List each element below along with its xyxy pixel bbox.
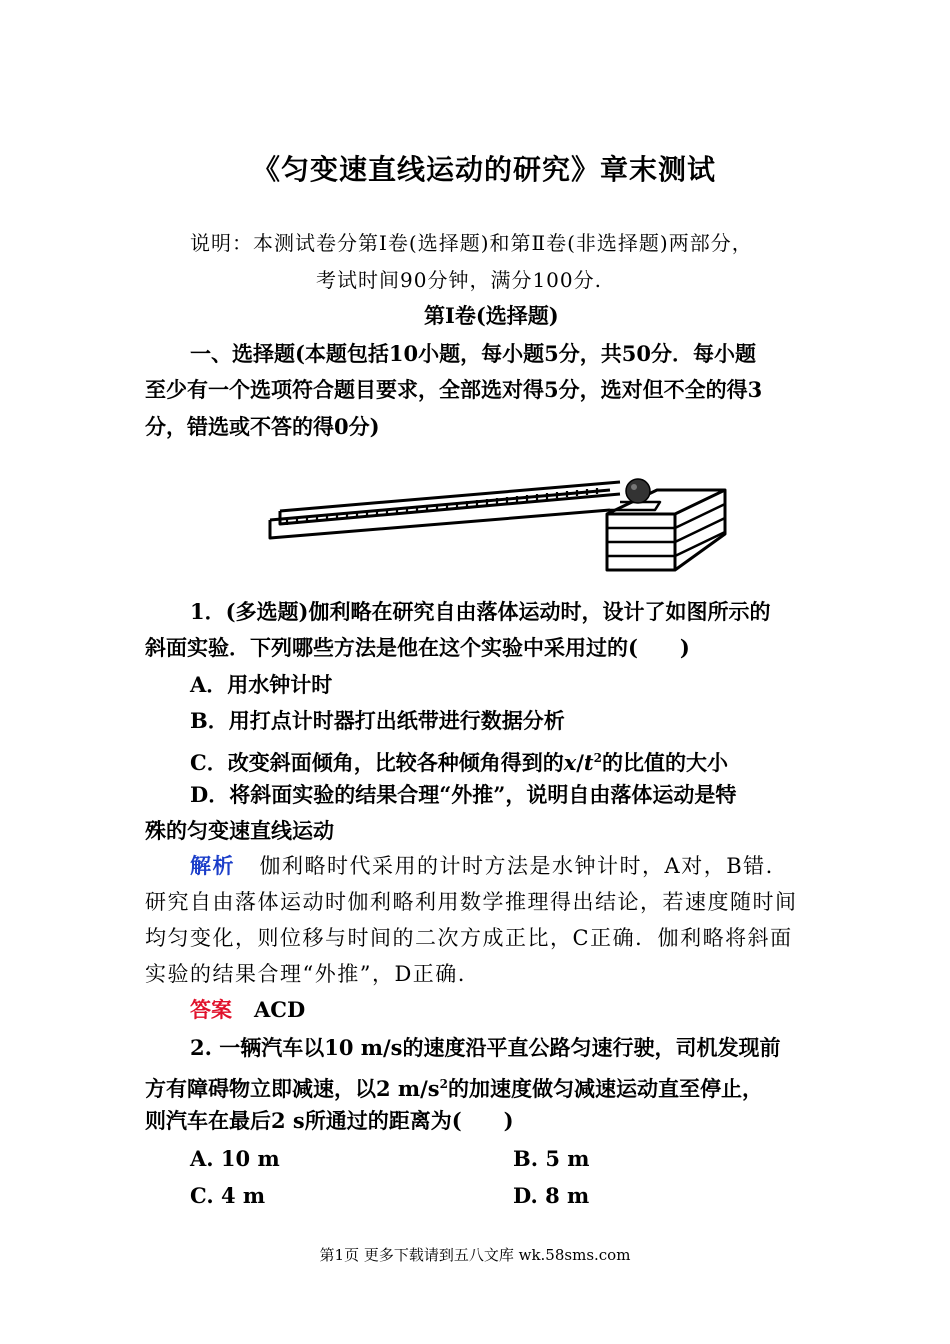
q1-answer (190, 995, 305, 1025)
q1-stem-line-1: 1．(多选题)伽利略在研究自由落体运动时，设计了如图所示的 (190, 599, 771, 624)
q2-option-a: A. 10 m (190, 1146, 280, 1171)
q2-stem-line-2 (145, 1069, 763, 1104)
q2-stem-line-1: 2. 一辆汽车以10 m/s的速度沿平直公路匀速行驶，司机发现前 (190, 1035, 781, 1060)
q1-analysis-line-3: 均匀变化，则位移与时间的二次方成正比，C正确．伽利略将斜面 (145, 926, 793, 950)
answer-value: ACD (253, 997, 306, 1022)
q2-stem-line-2-pre: 方有障碍物立即减速，以2 m/s (145, 1076, 440, 1101)
q1-analysis-line-2: 研究自由落体运动时伽利略利用数学推理得出结论，若速度随时间 (145, 890, 798, 914)
q1-analysis-line-4: 实验的结果合理“外推”，D正确. (145, 962, 466, 986)
q1-option-c-slash: / (576, 750, 584, 775)
note-line-2: 考试时间90分钟，满分100分. (316, 268, 602, 292)
q1-option-c-sup: 2 (593, 751, 602, 765)
page-footer: 第1页 更多下载请到五八文库 wk.58sms.com (319, 1246, 631, 1264)
q2-stem-line-2-sup: 2 (439, 1077, 448, 1091)
q1-option-b: B．用打点计时器打出纸带进行数据分析 (190, 708, 565, 733)
answer-label: 答案 (190, 997, 232, 1022)
q1-option-c-x: x (563, 750, 577, 775)
analysis-text-1: 伽利略时代采用的计时方法是水钟计时，A对，B错. (259, 854, 774, 878)
note-line-1: 说明：本测试卷分第Ⅰ卷(选择题)和第Ⅱ卷(非选择题)两部分， (190, 231, 753, 255)
q2-option-b: B. 5 m (513, 1146, 590, 1171)
section-title: 第Ⅰ卷(选择题) (424, 303, 559, 328)
q1-option-c (190, 743, 728, 778)
q1-option-c-post: 的比值的大小 (601, 750, 728, 775)
instructions-line-2: 至少有一个选项符合题目要求，全部选对得5分，选对但不全的得3 (145, 377, 763, 402)
q2-option-c: C. 4 m (190, 1183, 266, 1208)
q2-stem-line-3: 则汽车在最后2 s所通过的距离为( ) (145, 1108, 514, 1133)
q1-stem-line-2: 斜面实验．下列哪些方法是他在这个实验中采用过的( ) (145, 635, 690, 660)
analysis-label: 解析 (190, 853, 235, 878)
q1-option-c-t: t (583, 750, 594, 775)
page-title: 《匀变速直线运动的研究》章末测试 (252, 153, 717, 186)
q1-option-d-line-1: D．将斜面实验的结果合理“外推”，说明自由落体运动是特 (190, 782, 737, 807)
inclined-plane-figure (265, 472, 735, 582)
q1-option-a: A．用水钟计时 (190, 672, 333, 697)
instructions-line-1: 一、选择题(本题包括10小题，每小题5分，共50分．每小题 (190, 341, 756, 366)
ball-icon (626, 479, 650, 503)
q2-option-d: D. 8 m (513, 1183, 590, 1208)
q1-option-d-line-2: 殊的匀变速直线运动 (145, 818, 334, 843)
q1-analysis-line-1 (190, 851, 774, 881)
instructions-line-3: 分，错选或不答的得0分) (145, 414, 380, 439)
q2-stem-line-2-post: 的加速度做匀减速运动直至停止， (448, 1076, 763, 1101)
q1-option-c-pre: C．改变斜面倾角，比较各种倾角得到的 (190, 750, 564, 775)
